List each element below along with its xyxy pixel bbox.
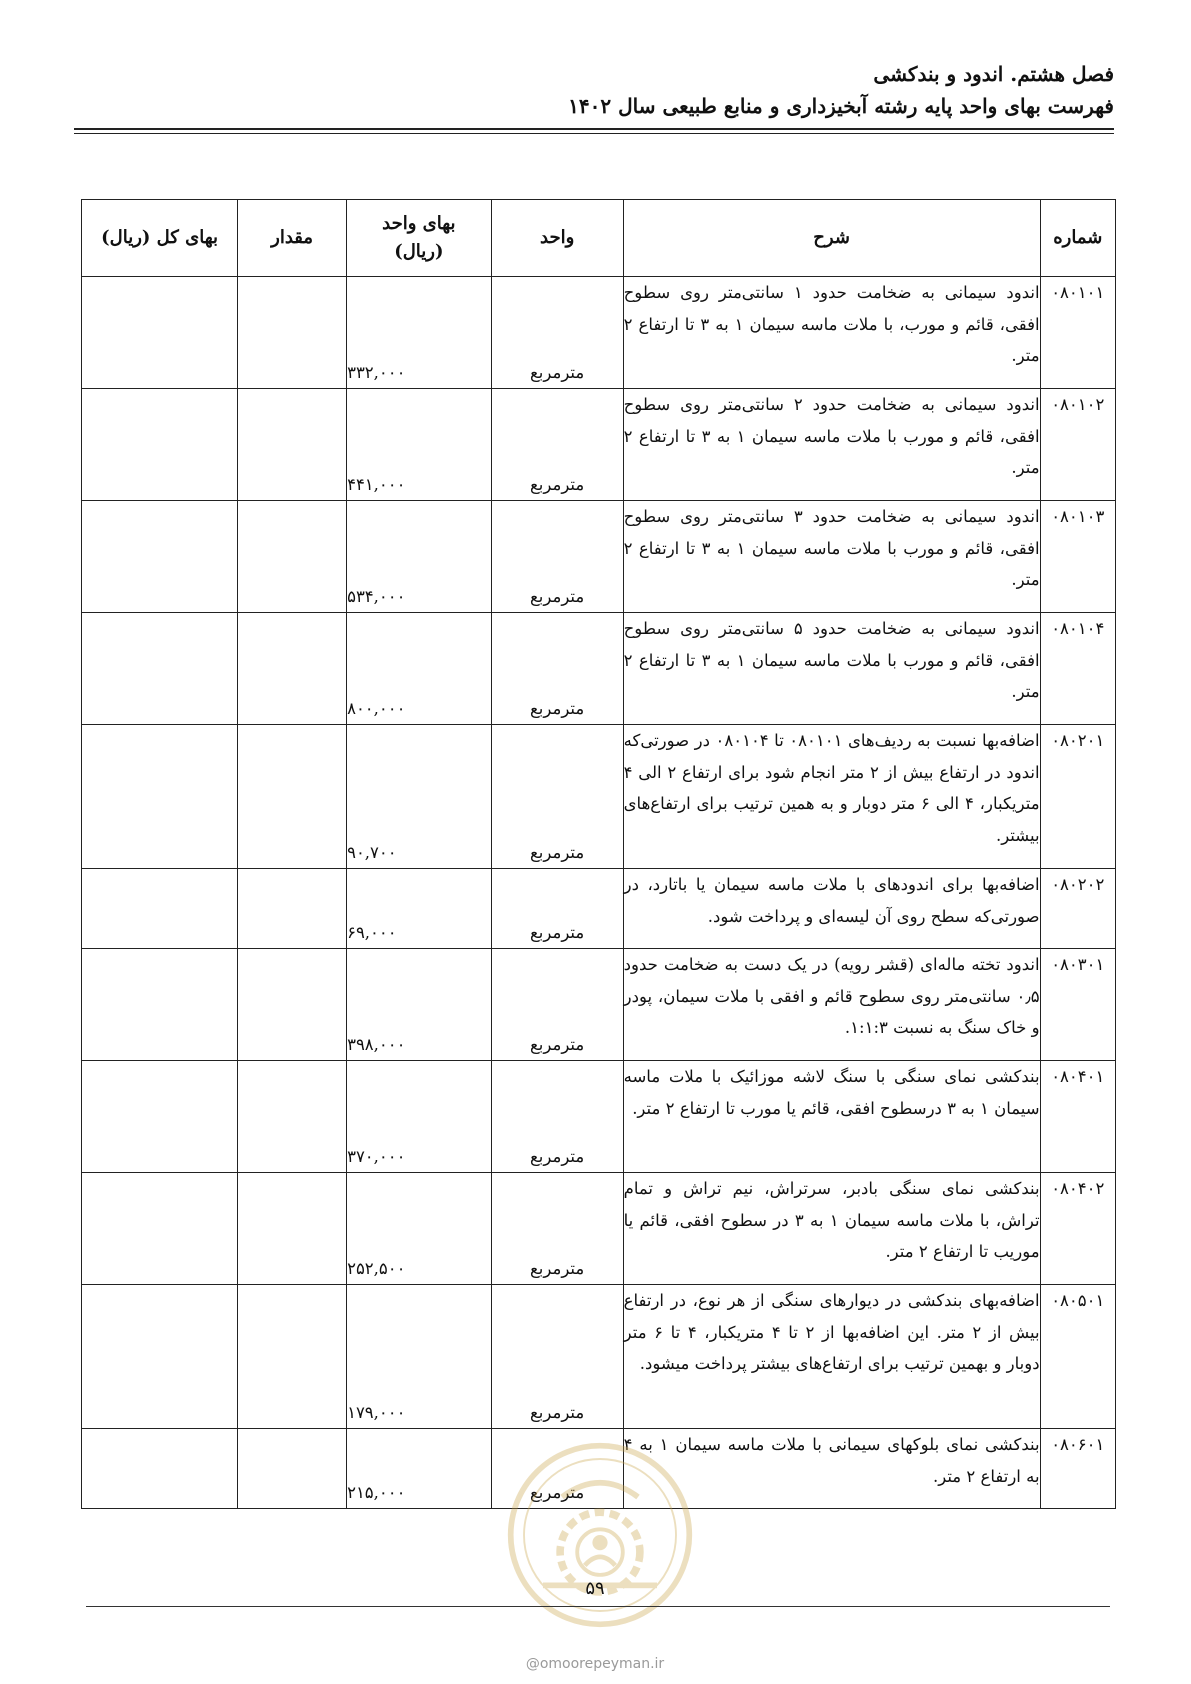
row-code: ۰۸۰۱۰۳ (1040, 501, 1115, 613)
row-unit: مترمربع (491, 1173, 623, 1285)
row-unit: مترمربع (491, 949, 623, 1061)
row-code: ۰۸۰۲۰۱ (1040, 725, 1115, 869)
col-header-unit-price-currency: (ریال) (394, 241, 444, 262)
row-total (82, 1061, 238, 1173)
row-description: اضافه‌بها نسبت به ردیف‌های ۰۸۰۱۰۱ تا ۰۸۰۱۰۴ در صورتی‌که اندود در ارتفاع بیش از ۲ متر انجام شود برای ارتفاع ۲ الی ۴ متریکبار، ۴ الی ۶ متر دوبار و به همین ترتیب برای ارتفاع‌های بیشتر. (623, 725, 1040, 869)
table-row (82, 1285, 1116, 1429)
table-row (82, 869, 1116, 949)
row-unit-price: ۳۹۸,۰۰۰ (347, 949, 492, 1061)
table-row (82, 1173, 1116, 1285)
row-unit: مترمربع (491, 869, 623, 949)
watermark-url: @omoorepeyman.ir (525, 1656, 665, 1672)
col-header-unit-price (347, 200, 492, 277)
catalog-title: فهرست بهای واحد پایه رشته آبخیزداری و منابع طبیعی سال ۱۴۰۲ (568, 94, 1114, 118)
row-unit: مترمربع (491, 501, 623, 613)
row-quantity (238, 501, 347, 613)
row-unit-price: ۲۱۵,۰۰۰ (347, 1429, 492, 1509)
row-unit-price: ۴۴۱,۰۰۰ (347, 389, 492, 501)
row-description: اضافه‌بهای بندکشی در دیوارهای سنگی از هر نوع، در ارتفاع بیش از ۲ متر. این اضافه‌بها از ۲ تا ۴ متریکبار، ۴ تا ۶ متر دوبار و بهمین ترتیب برای ارتفاع‌های بیشتر پرداخت میشود. (623, 1285, 1040, 1429)
row-description: بندکشی نمای سنگی بادبر، سرتراش، نیم تراش و تمام تراش، با ملات ماسه سیمان ۱ به ۳ در سطوح افقی، قائم یا موریب تا ارتفاع ۲ متر. (623, 1173, 1040, 1285)
row-total (82, 277, 238, 389)
row-unit-price: ۵۳۴,۰۰۰ (347, 501, 492, 613)
table-header-row (82, 200, 1116, 277)
row-unit: مترمربع (491, 1061, 623, 1173)
row-code: ۰۸۰۱۰۴ (1040, 613, 1115, 725)
row-code: ۰۸۰۳۰۱ (1040, 949, 1115, 1061)
row-unit: مترمربع (491, 1285, 623, 1429)
row-description: اندود سیمانی به ضخامت حدود ۱ سانتی‌متر روی سطوح افقی، قائم و مورب، با ملات ماسه سیمان ۱ به ۳ تا ارتفاع ۲ متر. (623, 277, 1040, 389)
row-description: اندود سیمانی به ضخامت حدود ۲ سانتی‌متر روی سطوح افقی، قائم و مورب با ملات ماسه سیمان ۱ به ۳ تا ارتفاع ۲ متر. (623, 389, 1040, 501)
row-quantity (238, 1173, 347, 1285)
row-quantity (238, 1285, 347, 1429)
row-quantity (238, 949, 347, 1061)
table-row (82, 949, 1116, 1061)
row-quantity (238, 613, 347, 725)
row-unit: مترمربع (491, 1429, 623, 1509)
row-description: بندکشی نمای سنگی با سنگ لاشه موزائیک با ملات ماسه سیمان ۱ به ۳ درسطوح افقی، قائم یا مورب تا ارتفاع ۲ متر. (623, 1061, 1040, 1173)
col-header-unit: واحد (491, 200, 623, 277)
row-total (82, 1173, 238, 1285)
row-total (82, 613, 238, 725)
row-code: ۰۸۰۴۰۲ (1040, 1173, 1115, 1285)
chapter-title: فصل هشتم. اندود و بندکشی (873, 62, 1114, 86)
row-description: اندود سیمانی به ضخامت حدود ۵ سانتی‌متر روی سطوح افقی، قائم و مورب با ملات ماسه سیمان ۱ به ۳ تا ارتفاع ۲ متر. (623, 613, 1040, 725)
price-table (81, 199, 1116, 1509)
page-header (74, 58, 1114, 122)
row-code: ۰۸۰۶۰۱ (1040, 1429, 1115, 1509)
row-total (82, 949, 238, 1061)
row-unit-price: ۸۰۰,۰۰۰ (347, 613, 492, 725)
col-header-unit-price-label: بهای واحد (382, 213, 456, 234)
col-header-description: شرح (623, 200, 1040, 277)
row-description: اضافه‌بها برای اندودهای با ملات ماسه سیمان یا باتارد، در صورتی‌که سطح روی آن لیسه‌ای و پرداخت شود. (623, 869, 1040, 949)
row-description: اندود سیمانی به ضخامت حدود ۳ سانتی‌متر روی سطوح افقی، قائم و مورب با ملات ماسه سیمان ۱ به ۳ تا ارتفاع ۲ متر. (623, 501, 1040, 613)
row-unit: مترمربع (491, 277, 623, 389)
page-number: ۵۹ (585, 1578, 605, 1599)
row-code: ۰۸۰۲۰۲ (1040, 869, 1115, 949)
row-unit-price: ۳۳۲,۰۰۰ (347, 277, 492, 389)
row-quantity (238, 725, 347, 869)
header-rule-thin (74, 133, 1114, 134)
col-header-code: شماره (1040, 200, 1115, 277)
row-code: ۰۸۰۵۰۱ (1040, 1285, 1115, 1429)
row-quantity (238, 869, 347, 949)
row-quantity (238, 277, 347, 389)
row-total (82, 1429, 238, 1509)
table-row (82, 501, 1116, 613)
row-total (82, 725, 238, 869)
row-unit: مترمربع (491, 613, 623, 725)
footer-rule (86, 1606, 1110, 1607)
row-total (82, 389, 238, 501)
row-code: ۰۸۰۱۰۱ (1040, 277, 1115, 389)
row-total (82, 1285, 238, 1429)
row-unit-price: ۹۰,۷۰۰ (347, 725, 492, 869)
table-row (82, 725, 1116, 869)
row-unit-price: ۶۹,۰۰۰ (347, 869, 492, 949)
row-code: ۰۸۰۴۰۱ (1040, 1061, 1115, 1173)
row-unit: مترمربع (491, 725, 623, 869)
row-code: ۰۸۰۱۰۲ (1040, 389, 1115, 501)
table-row (82, 1061, 1116, 1173)
table-row (82, 277, 1116, 389)
row-total (82, 501, 238, 613)
table-row (82, 389, 1116, 501)
row-quantity (238, 1429, 347, 1509)
row-unit-price: ۲۵۲,۵۰۰ (347, 1173, 492, 1285)
row-unit: مترمربع (491, 389, 623, 501)
table-row (82, 613, 1116, 725)
table-row (82, 1429, 1116, 1509)
header-rule-thick (74, 128, 1114, 130)
row-description: اندود تخته ماله‌ای (قشر رویه) در یک دست به ضخامت حدود ۰٫۵ سانتی‌متر روی سطوح قائم و افقی با ملات سیمان، پودر و خاک سنگ به نسبت ۱:۱:۳. (623, 949, 1040, 1061)
col-header-quantity: مقدار (238, 200, 347, 277)
row-quantity (238, 389, 347, 501)
row-total (82, 869, 238, 949)
col-header-total: بهای کل (ریال) (82, 200, 238, 277)
row-quantity (238, 1061, 347, 1173)
row-unit-price: ۱۷۹,۰۰۰ (347, 1285, 492, 1429)
row-unit-price: ۳۷۰,۰۰۰ (347, 1061, 492, 1173)
row-description: بندکشی نمای بلوکهای سیمانی با ملات ماسه سیمان ۱ به ۴ به ارتفاع ۲ متر. (623, 1429, 1040, 1509)
